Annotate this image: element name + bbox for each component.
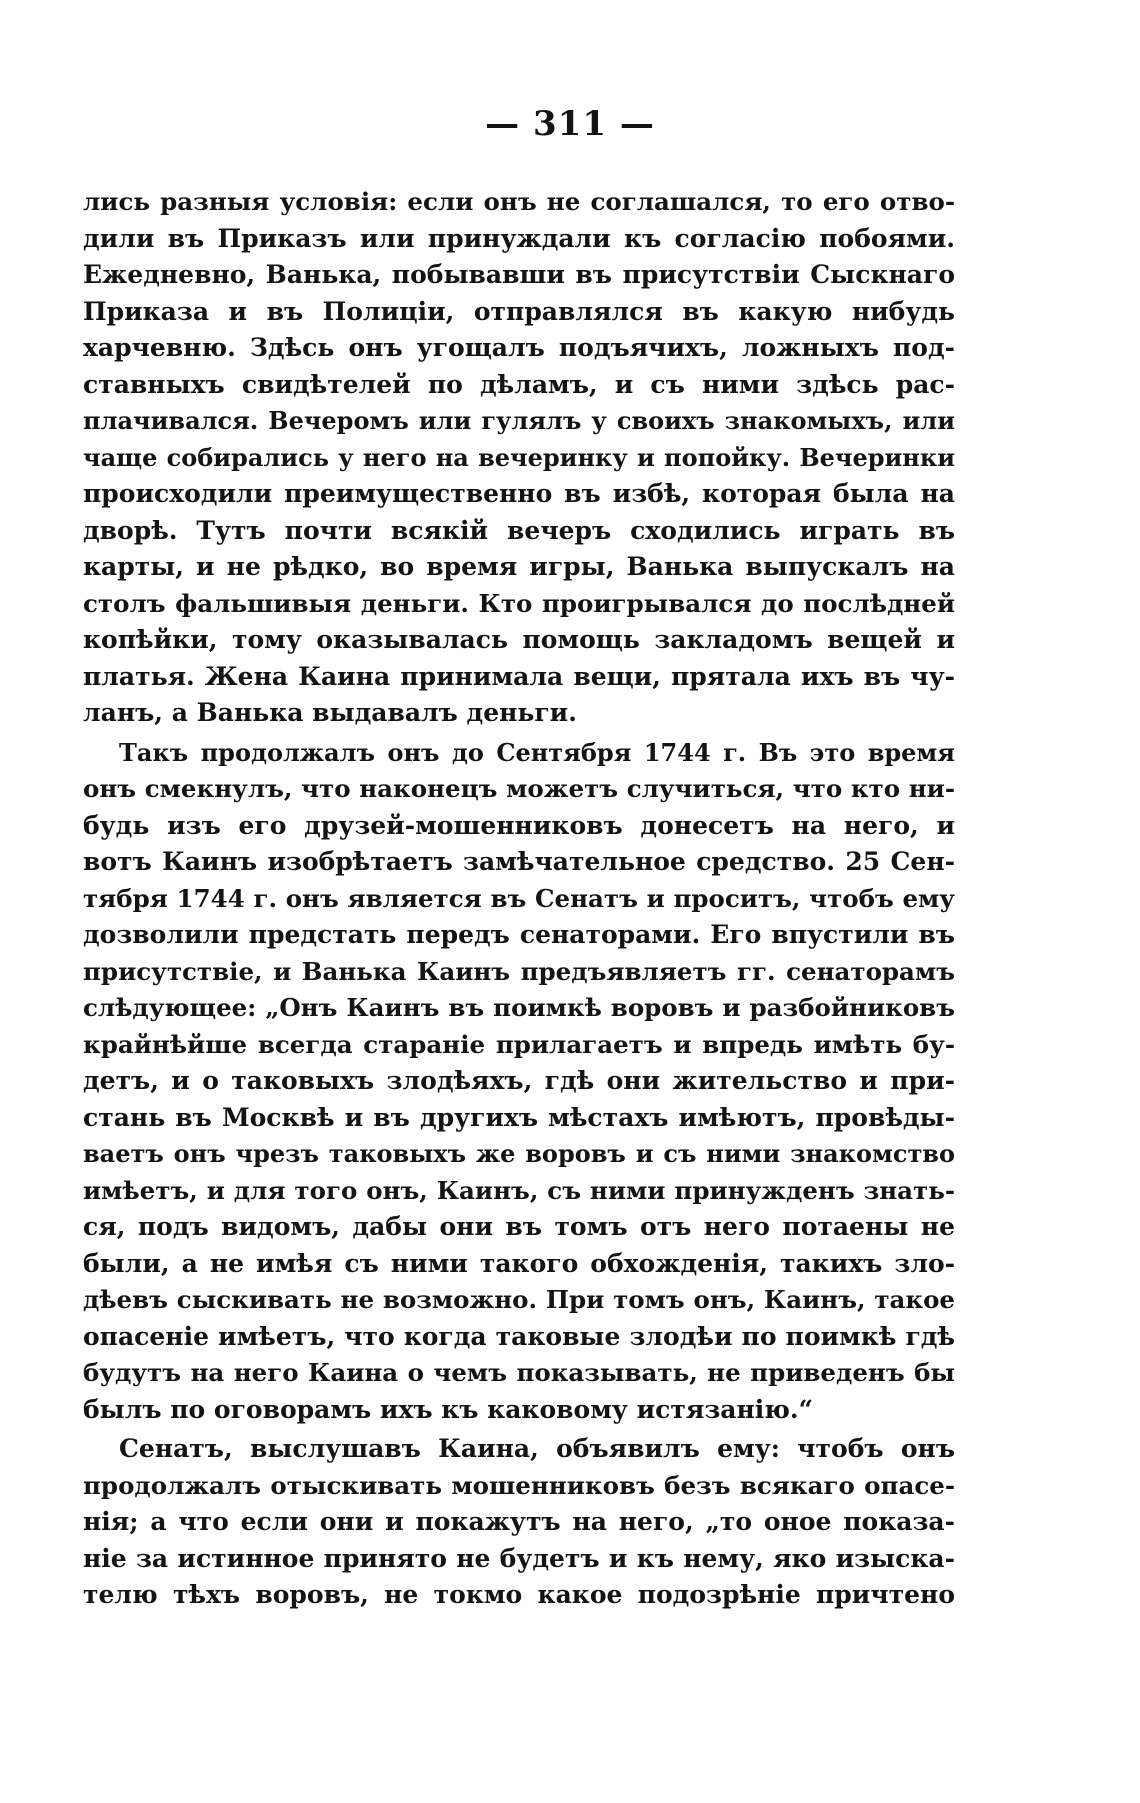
text-line: продолжалъ отыскивать мошенниковъ безъ всякаго опасе- [83,1470,955,1500]
text-line: нія; а что если они и покажутъ на него, „то оное показа- [83,1507,955,1536]
paragraph [83,1431,955,1614]
text-line: опасеніе имѣетъ, что когда таковые злодѣи по поимкѣ гдѣ [83,1321,955,1351]
text-line: ланъ, а Ванька выдавалъ деньги. [83,698,577,727]
text-line: дворѣ. Тутъ почти всякій вечеръ сходились играть въ [83,515,955,545]
text-line: будутъ на него Каина о чемъ показывать, не приведенъ бы [83,1358,955,1387]
text-line: ся, подъ видомъ, дабы они въ томъ отъ него потаены не [83,1212,955,1241]
text-line: дили въ Приказъ или принуждали къ согласію побоями. [83,223,955,253]
text-line: происходили преимущественно въ избѣ, которая была на [83,479,955,508]
text-line: телю тѣхъ воровъ, не токмо какое подозрѣніе причтено [83,1580,955,1609]
text-line: ставныхъ свидѣтелей по дѣламъ, и съ ними здѣсь рас- [83,369,955,399]
text-line: харчевню. Здѣсь онъ угощалъ подъячихъ, ложныхъ под- [83,333,955,362]
text-line: крайнѣйше всегда стараніе прилагаетъ и впредь имѣть бу- [83,1029,955,1059]
text-line: присутствіе, и Ванька Каинъ предъявляетъ гг. сенаторамъ [83,956,955,986]
text-line: онъ смекнулъ, что наконецъ можетъ случиться, что кто ни- [83,774,955,803]
text-line: платья. Жена Каина принимала вещи, прятала ихъ въ чу- [83,661,955,691]
text-line: вотъ Каинъ изобрѣтаетъ замѣчательное средство. 25 Сен- [83,847,955,876]
text-line: Такъ продолжалъ онъ до Сентября 1744 г. Въ это время [119,737,955,767]
text-line: плачивался. Вечеромъ или гулялъ у своихъ знакомыхъ, или [83,406,955,435]
text-line: Приказа и въ Полиціи, отправлялся въ какую нибудь [83,296,955,326]
text-line: дозволили предстать передъ сенаторами. Его впустили въ [83,920,955,949]
text-line: Ежедневно, Ванька, побывавши въ присутствіи Сыскнаго [83,260,955,289]
page-number: — 311 — [485,104,655,144]
paragraph [83,184,955,732]
text-line: стань въ Москвѣ и въ другихъ мѣстахъ имѣютъ, провѣды- [83,1102,955,1132]
text-line: были, а не имѣя съ ними такого обхожденія, такихъ зло- [83,1248,955,1278]
paragraph [83,735,955,1429]
text-line: имѣетъ, и для того онъ, Каинъ, съ ними принужденъ знать- [83,1175,955,1205]
text-line: былъ по оговорамъ ихъ къ каковому истязанію.“ [83,1394,814,1424]
text-line: тября 1744 г. онъ является въ Сенатъ и проситъ, чтобъ ему [83,883,955,913]
text-line: карты, и не рѣдко, во время игры, Ванька выпускалъ на [83,552,955,581]
text-line: копѣйки, тому оказывалась помощь закладомъ вещей и [83,625,955,654]
text-line: детъ, и о таковыхъ злодѣяхъ, гдѣ они жительство и при- [83,1066,955,1095]
body-text [83,184,955,1614]
text-line: Сенатъ, выслушавъ Каина, объявилъ ему: чтобъ онъ [119,1434,955,1463]
text-line: ваетъ онъ чрезъ таковыхъ же воровъ и съ ними знакомство [83,1139,955,1168]
text-line: будь изъ его друзей-мошенниковъ донесетъ на него, и [83,810,955,840]
text-line: чаще собирались у него на вечеринку и попойку. Вечеринки [83,442,955,472]
text-line: лись разныя условія: если онъ не соглашался, то его отво- [83,187,955,216]
text-line: дѣевъ сыскивать не возможно. При томъ онъ, Каинъ, такое [83,1285,955,1314]
text-line: ніе за истинное принято не будетъ и къ нему, яко изыска- [83,1543,955,1573]
text-line: столъ фальшивыя деньги. Кто проигрывался до послѣдней [83,588,955,618]
text-line: слѣдующее: „Онъ Каинъ въ поимкѣ воровъ и разбойниковъ [83,993,955,1022]
